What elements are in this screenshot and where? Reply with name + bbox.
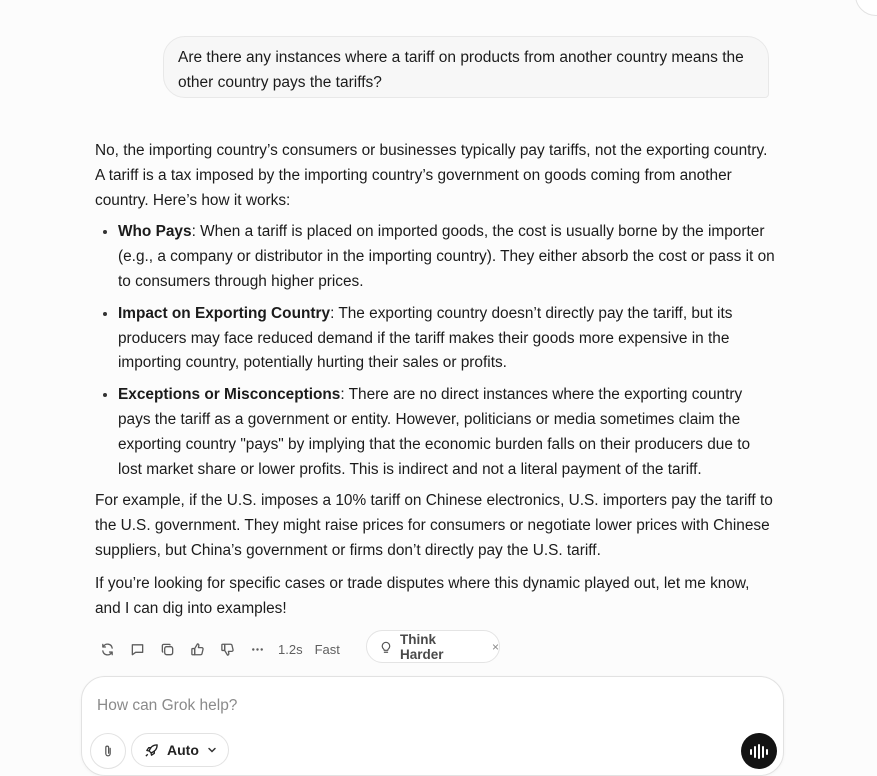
bullet-text: : When a tariff is placed on imported goods, the cost is usually borne by the importer (e.g., a company or distributor in the importing country). They either absorb the cost or pass it on to consumers through higher prices. (118, 223, 775, 290)
bullet-text: : The exporting country doesn’t directly pay the tariff, but its producers may face reduced demand if the tariff makes their goods more expensive in the importing country, potentially hurting their sales or profits. (118, 304, 733, 372)
thumbs-up-button[interactable] (182, 638, 212, 660)
think-harder-chip[interactable] (366, 630, 500, 663)
user-message-text: Are there any instances where a tariff on products from another country means the other country pays the tariffs? (178, 49, 744, 91)
paperclip-icon (101, 744, 115, 758)
lightbulb-icon (379, 640, 393, 654)
user-message-bubble (163, 36, 769, 98)
regenerate-icon (100, 642, 115, 657)
composer (81, 676, 784, 776)
mode-selector[interactable] (131, 733, 229, 767)
mode-label: Auto (167, 742, 199, 758)
response-time: 1.2s (278, 641, 303, 657)
bullet-title: Exceptions or Misconceptions (118, 386, 341, 404)
chevron-down-icon (207, 745, 217, 755)
more-icon (250, 642, 265, 657)
answer-closing: If you’re looking for specific cases or trade disputes where this dynamic played out, let me know, and I can dig into examples! (95, 574, 750, 617)
more-button[interactable] (242, 638, 272, 660)
regenerate-button[interactable] (92, 638, 122, 660)
response-speed: Fast (314, 641, 340, 657)
think-harder-close-icon[interactable]: × (491, 639, 499, 654)
answer-intro: No, the importing country’s consumers or businesses typically pay tariffs, not the exporting country. A tariff is a tax imposed by the importing country’s government on goods coming from another country. Here’s how it works: (95, 142, 768, 209)
thumbs-down-button[interactable] (212, 638, 242, 660)
answer-bullet-list (95, 220, 775, 482)
message-action-bar (92, 638, 340, 660)
answer-bullet (118, 220, 775, 294)
copy-icon (160, 642, 175, 657)
attach-button[interactable] (90, 733, 126, 769)
rocket-icon (144, 743, 159, 758)
answer-example: For example, if the U.S. imposes a 10% tariff on Chinese electronics, U.S. importers pay the tariff to the U.S. government. They might raise prices for consumers or negotiate lower prices with Chinese suppliers, but China’s government or firms don’t directly pay the U.S. tariff. (95, 492, 773, 559)
voice-waveform-icon (749, 743, 769, 759)
comment-button[interactable] (122, 638, 152, 660)
think-harder-label: Think Harder (399, 631, 444, 662)
voice-mode-button[interactable] (741, 733, 777, 769)
comment-icon (130, 642, 145, 657)
assistant-answer (95, 139, 775, 621)
answer-bullet (118, 383, 775, 482)
thumbs-down-icon (220, 642, 235, 657)
copy-button[interactable] (152, 638, 182, 660)
top-right-avatar[interactable] (855, 0, 877, 16)
bullet-title: Impact on Exporting Country (118, 304, 331, 322)
answer-bullet (118, 302, 775, 376)
bullet-text: : There are no direct instances where the exporting country pays the tariff as a government or entity. However, politicians or media sometimes claim the exporting country "pays" by implying that the economic burden falls on their producers due to lost market share or lower profits. This is indirect and not a literal payment of the tariff. (118, 386, 751, 478)
thumbs-up-icon (190, 642, 205, 657)
bullet-title: Who Pays (118, 223, 192, 241)
prompt-input[interactable] (95, 693, 699, 719)
